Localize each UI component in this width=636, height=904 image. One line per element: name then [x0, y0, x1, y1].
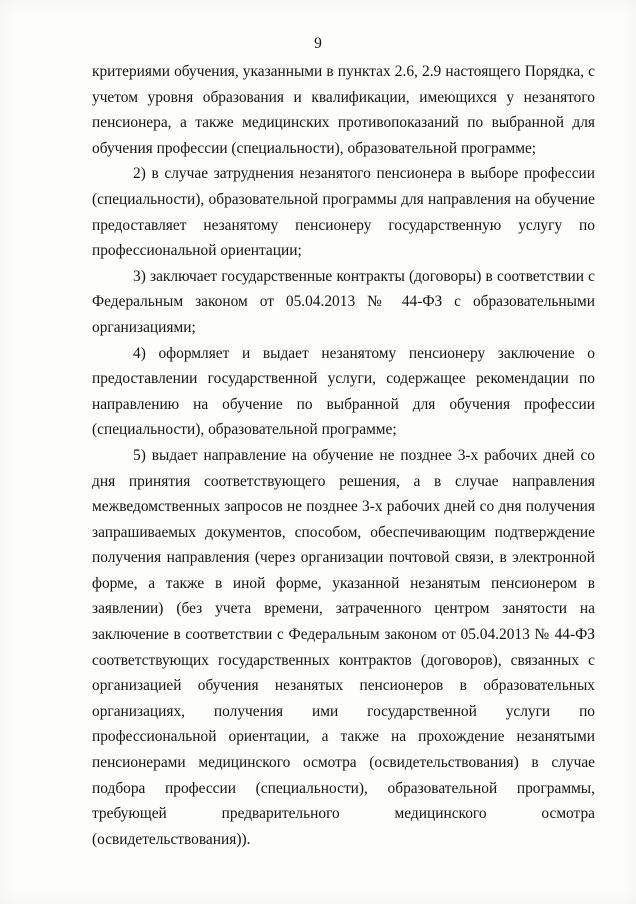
paragraph-item-5: 5) выдает направление на обучение не позднее 3-х рабочих дней со дня принятия соответствующего решения, а в случае направления межведомственных запросов не позднее 3-х рабочих дней со дня получения запрашиваемых документов, способом, обеспечивающим подтверждение получения направления (через организации почтовой связи, в электронной форме, а также в иной форме, указанной незанятым пенсионером в заявлении) (без учета времени, затраченного центром занятости на заключение в соответствии с Федеральным законом от 05.04.2013 № 44-ФЗ соответствующих государственных контрактов (договоров), связанных с организацией обучения незанятых пенсионеров в образовательных организациях, получения ими государственной услуги по профессиональной ориентации, а также на прохождение незанятыми пенсионерами медицинского осмотра (освидетельствования) в случае подбора профессии (специальности), образовательной программы, требующей предварительного медицинского осмотра (освидетельствования)).: [92, 446, 595, 848]
document-body: [92, 59, 595, 852]
paragraph-item-4: 4) оформляет и выдает незанятому пенсионеру заключение о предоставлении государственной услуги, содержащее рекомендации по направлению на обучение по выбранной для обучения профессии (специальности), образовательной программе;: [92, 344, 595, 439]
paragraph-item-3: 3) заключает государственные контракты (договоры) в соответствии с Федеральным законом от 05.04.2013 № 44-ФЗ с образовательными организациями;: [92, 267, 595, 336]
page-number: 9: [314, 35, 322, 52]
paragraph-item-2: 2) в случае затруднения незанятого пенсионера в выборе профессии (специальности), образовательной программы для направления на обучение предоставляет незанятому пенсионеру государственную услугу по профессиональной ориентации;: [92, 165, 595, 260]
paragraph-continuation: критериями обучения, указанными в пунктах 2.6, 2.9 настоящего Порядка, с учетом уровня образования и квалификации, имеющихся у незанятого пенсионера, а также медицинских противопоказаний по выбранной для обучения профессии (специальности), образовательной программе;: [92, 63, 595, 157]
